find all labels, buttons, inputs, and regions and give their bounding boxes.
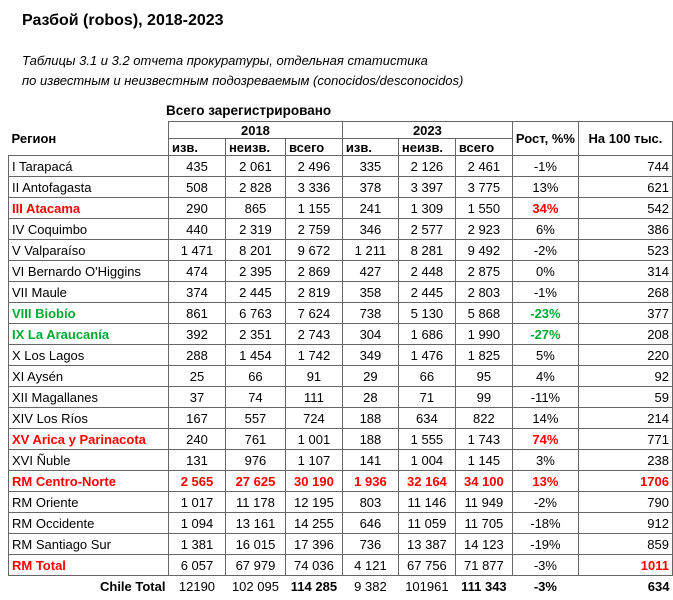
unknown-2023-cell: 13 387 [398,534,455,555]
known-2023-cell: 335 [342,156,398,177]
table-row [9,534,673,555]
region-cell: VII Maule [9,282,169,303]
table-row [9,555,673,576]
unknown-2023-cell: 1 555 [398,429,455,450]
table-body [9,156,673,597]
per100k-cell: 377 [578,303,672,324]
table-row [9,282,673,303]
total-2023-cell: 1 825 [455,345,512,366]
region-cell: X Los Lagos [9,345,169,366]
region-cell: RM Santiago Sur [9,534,169,555]
table-row [9,429,673,450]
unknown-2018-cell: 2 319 [225,219,285,240]
known-2023-cell: 188 [342,429,398,450]
total-2018-header: всего [285,139,342,156]
known-2023-cell: 1 936 [342,471,398,492]
growth-cell: -1% [512,156,578,177]
known-2018-cell: 508 [168,177,225,198]
stats-table [8,121,673,596]
region-cell: XV Arica y Parinacota [9,429,169,450]
total-2023-cell: 34 100 [455,471,512,492]
growth-header: Рост, %% [512,122,578,156]
total-2018-cell: 7 624 [285,303,342,324]
chile-total-total-2018-cell: 114 285 [290,578,338,594]
per100k-cell: 386 [578,219,672,240]
known-2018-cell: 861 [168,303,225,324]
year-2018-header: 2018 [168,122,342,139]
total-2018-cell: 30 190 [285,471,342,492]
total-2018-cell: 74 036 [285,555,342,576]
unknown-2018-cell: 865 [225,198,285,219]
unknown-2018-cell: 2 445 [225,282,285,303]
table-row [9,240,673,261]
growth-cell: -2% [512,492,578,513]
per100k-cell: 238 [578,450,672,471]
per100k-cell: 268 [578,282,672,303]
growth-cell: 3% [512,450,578,471]
unknown-2018-cell: 16 015 [225,534,285,555]
growth-cell: 4% [512,366,578,387]
unknown-2023-cell: 5 130 [398,303,455,324]
unknown-2018-cell: 2 351 [225,324,285,345]
unknown-2023-cell: 11 059 [398,513,455,534]
total-2023-cell: 1 743 [455,429,512,450]
unknown-2023-cell: 32 164 [398,471,455,492]
total-2023-cell: 822 [455,408,512,429]
total-2018-cell: 2 759 [285,219,342,240]
known-2023-cell: 349 [342,345,398,366]
known-2023-cell: 378 [342,177,398,198]
total-2018-cell: 1 107 [285,450,342,471]
chile-total-label: Chile Total [99,578,166,594]
total-2018-cell: 111 [285,387,342,408]
table-row [9,492,673,513]
unknown-2018-cell: 8 201 [225,240,285,261]
total-2023-cell: 2 875 [455,261,512,282]
per100k-cell: 771 [578,429,672,450]
known-2018-cell: 25 [168,366,225,387]
unknown-2023-cell: 71 [398,387,455,408]
per100k-cell: 314 [578,261,672,282]
growth-cell: -1% [512,282,578,303]
table-row [9,324,673,345]
total-2023-cell: 99 [455,387,512,408]
page-title: Разбой (robos), 2018-2023 [22,12,224,29]
growth-cell: 14% [512,408,578,429]
chile-total-growth-cell: -3% [533,578,557,594]
unknown-2023-cell: 1 004 [398,450,455,471]
per100k-cell: 912 [578,513,672,534]
total-2023-cell: 2 803 [455,282,512,303]
total-2023-header: всего [455,139,512,156]
known-2018-cell: 435 [168,156,225,177]
region-cell: XI Aysén [9,366,169,387]
region-cell: RM Oriente [9,492,169,513]
total-2018-cell: 2 496 [285,156,342,177]
growth-cell: 34% [512,198,578,219]
unknown-2018-cell: 761 [225,429,285,450]
per100k-cell: 621 [578,177,672,198]
table-row [9,366,673,387]
known-2023-cell: 241 [342,198,398,219]
subtitle [22,51,463,91]
unknown-2018-cell: 27 625 [225,471,285,492]
region-cell: RM Occidente [9,513,169,534]
unknown-2023-header: неизв. [398,139,455,156]
unknown-2023-cell: 1 686 [398,324,455,345]
chile-total-row [9,576,673,597]
per100k-cell: 744 [578,156,672,177]
subtitle-line-1: Таблицы 3.1 и 3.2 отчета прокуратуры, отдельная статистика [22,53,428,68]
known-2023-cell: 738 [342,303,398,324]
known-2018-cell: 1 017 [168,492,225,513]
header-row-years [9,122,673,139]
growth-cell: 6% [512,219,578,240]
table-row [9,450,673,471]
region-cell: I Tarapacá [9,156,169,177]
table-row [9,219,673,240]
total-2018-cell: 14 255 [285,513,342,534]
chile-total-per100k-cell: 634 [647,578,670,594]
known-2018-cell: 1 381 [168,534,225,555]
known-2018-cell: 6 057 [168,555,225,576]
unknown-2023-cell: 634 [398,408,455,429]
known-2018-cell: 131 [168,450,225,471]
total-2018-cell: 1 742 [285,345,342,366]
growth-cell: -3% [512,555,578,576]
table-row [9,177,673,198]
total-2018-cell: 2 869 [285,261,342,282]
total-2018-cell: 1 155 [285,198,342,219]
table-row [9,156,673,177]
chile-total-total-2023-cell: 111 343 [461,578,507,594]
region-cell: III Atacama [9,198,169,219]
unknown-2023-cell: 67 756 [398,555,455,576]
known-2018-cell: 2 565 [168,471,225,492]
known-2023-cell: 188 [342,408,398,429]
per100k-cell: 208 [578,324,672,345]
known-2023-cell: 29 [342,366,398,387]
per100k-cell: 220 [578,345,672,366]
growth-cell: -18% [512,513,578,534]
total-2018-cell: 12 195 [285,492,342,513]
known-2023-cell: 358 [342,282,398,303]
unknown-2023-cell: 2 448 [398,261,455,282]
total-2018-cell: 2 819 [285,282,342,303]
known-2018-cell: 1 471 [168,240,225,261]
known-2018-cell: 288 [168,345,225,366]
region-cell: RM Total [9,555,169,576]
unknown-2018-cell: 2 828 [225,177,285,198]
total-2023-cell: 14 123 [455,534,512,555]
known-2023-cell: 427 [342,261,398,282]
region-header: Регион [9,122,169,156]
total-2023-cell: 1 550 [455,198,512,219]
total-2018-cell: 3 336 [285,177,342,198]
total-2023-cell: 5 868 [455,303,512,324]
total-2018-cell: 1 001 [285,429,342,450]
total-2018-cell: 17 396 [285,534,342,555]
unknown-2018-cell: 66 [225,366,285,387]
total-2023-cell: 71 877 [455,555,512,576]
total-2023-cell: 9 492 [455,240,512,261]
total-2018-cell: 724 [285,408,342,429]
region-cell: VI Bernardo O'Higgins [9,261,169,282]
per100k-cell: 214 [578,408,672,429]
table-row [9,345,673,366]
known-2018-cell: 440 [168,219,225,240]
per100k-cell: 790 [578,492,672,513]
known-2023-cell: 346 [342,219,398,240]
unknown-2023-cell: 2 577 [398,219,455,240]
unknown-2018-cell: 1 454 [225,345,285,366]
chile-total-known-2023-cell: 9 382 [354,578,387,594]
per100k-cell: 542 [578,198,672,219]
unknown-2023-cell: 3 397 [398,177,455,198]
unknown-2023-cell: 1 309 [398,198,455,219]
known-2023-cell: 1 211 [342,240,398,261]
growth-cell: -23% [512,303,578,324]
known-2023-cell: 28 [342,387,398,408]
known-2018-cell: 37 [168,387,225,408]
unknown-2018-cell: 74 [225,387,285,408]
chile-total-unknown-2018-cell: 102 095 [231,578,279,594]
known-2018-cell: 290 [168,198,225,219]
per100k-cell: 92 [578,366,672,387]
known-2023-cell: 4 121 [342,555,398,576]
region-cell: IX La Araucanía [9,324,169,345]
known-2018-cell: 392 [168,324,225,345]
unknown-2018-cell: 67 979 [225,555,285,576]
total-2023-cell: 1 990 [455,324,512,345]
growth-cell: 5% [512,345,578,366]
known-2018-cell: 374 [168,282,225,303]
chile-total-unknown-2023-cell: 101961 [405,578,449,594]
table-row [9,471,673,492]
growth-cell: -27% [512,324,578,345]
region-cell: XVI Ñuble [9,450,169,471]
region-cell: IV Coquimbo [9,219,169,240]
known-2023-header: изв. [342,139,398,156]
region-cell: XIV Los Ríos [9,408,169,429]
known-2023-cell: 304 [342,324,398,345]
subtitle-line-2: по известным и неизвестным подозреваемым (conocidos/desconocidos) [22,73,464,88]
total-2023-cell: 1 145 [455,450,512,471]
known-2018-cell: 167 [168,408,225,429]
unknown-2023-cell: 1 476 [398,345,455,366]
known-2018-cell: 240 [168,429,225,450]
unknown-2018-cell: 2 061 [225,156,285,177]
total-2023-cell: 2 923 [455,219,512,240]
region-cell: VIII Biobío [9,303,169,324]
growth-cell: -11% [512,387,578,408]
unknown-2018-cell: 557 [225,408,285,429]
known-2018-header: изв. [168,139,225,156]
region-cell: XII Magallanes [9,387,169,408]
chile-total-known-2018-cell: 12190 [178,578,216,594]
unknown-2023-cell: 2 445 [398,282,455,303]
unknown-2023-cell: 66 [398,366,455,387]
growth-cell: -2% [512,240,578,261]
unknown-2018-cell: 11 178 [225,492,285,513]
total-2023-cell: 3 775 [455,177,512,198]
total-2018-cell: 91 [285,366,342,387]
per100k-cell: 859 [578,534,672,555]
total-2018-cell: 9 672 [285,240,342,261]
table-row [9,303,673,324]
per100k-cell: 1706 [578,471,672,492]
unknown-2018-cell: 976 [225,450,285,471]
unknown-2018-cell: 6 763 [225,303,285,324]
known-2023-cell: 646 [342,513,398,534]
unknown-2023-cell: 11 146 [398,492,455,513]
region-cell: V Valparaíso [9,240,169,261]
growth-cell: 13% [512,471,578,492]
unknown-2018-header: неизв. [225,139,285,156]
known-2018-cell: 474 [168,261,225,282]
total-2023-cell: 11 705 [455,513,512,534]
region-cell: RM Centro-Norte [9,471,169,492]
growth-cell: 0% [512,261,578,282]
total-2018-cell: 2 743 [285,324,342,345]
total-registered-header: Всего зарегистрировано [166,103,332,118]
year-2023-header: 2023 [342,122,512,139]
growth-cell: -19% [512,534,578,555]
table-row [9,408,673,429]
table-row [9,198,673,219]
total-2023-cell: 95 [455,366,512,387]
per100k-header: На 100 тыс. [578,122,672,156]
per100k-cell: 1011 [578,555,672,576]
known-2018-cell: 1 094 [168,513,225,534]
per100k-cell: 523 [578,240,672,261]
table-row [9,261,673,282]
known-2023-cell: 141 [342,450,398,471]
region-cell: II Antofagasta [9,177,169,198]
table-row [9,387,673,408]
known-2023-cell: 803 [342,492,398,513]
growth-cell: 74% [512,429,578,450]
total-2023-cell: 2 461 [455,156,512,177]
unknown-2018-cell: 2 395 [225,261,285,282]
per100k-cell: 59 [578,387,672,408]
unknown-2023-cell: 8 281 [398,240,455,261]
unknown-2018-cell: 13 161 [225,513,285,534]
growth-cell: 13% [512,177,578,198]
table-row [9,513,673,534]
unknown-2023-cell: 2 126 [398,156,455,177]
known-2023-cell: 736 [342,534,398,555]
total-2023-cell: 11 949 [455,492,512,513]
